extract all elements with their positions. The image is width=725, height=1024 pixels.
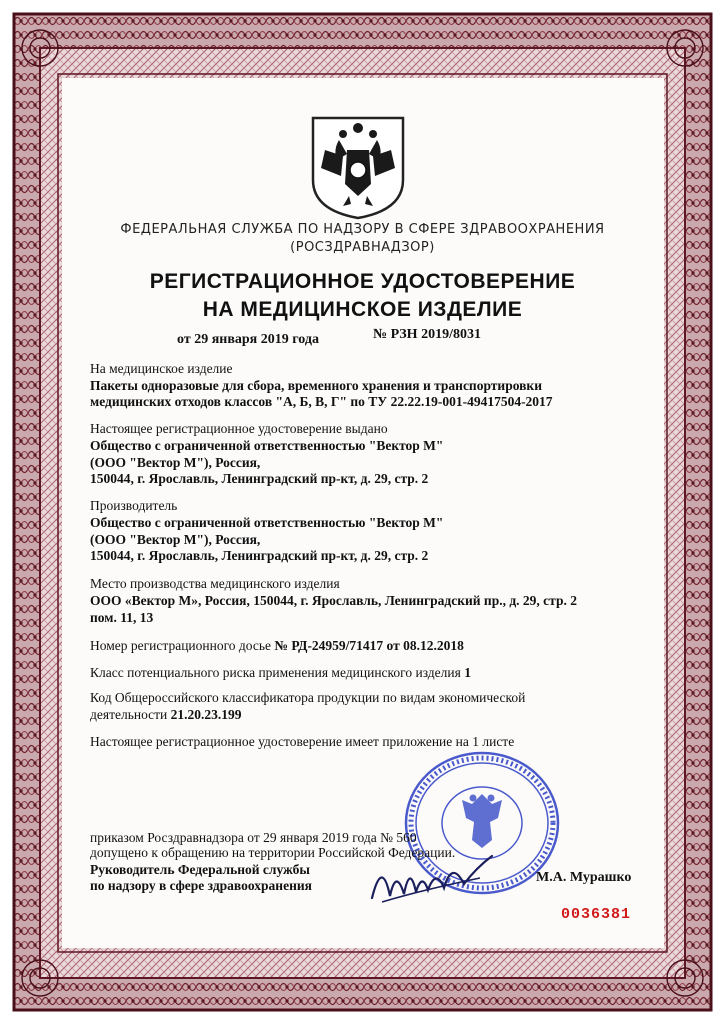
order-line1: приказом Росздравнадзора от 29 января 2019 года № 560 (90, 830, 417, 845)
dossier-label: Номер регистрационного досье (90, 638, 275, 653)
signature-icon (352, 838, 502, 908)
risk-class-line (90, 665, 471, 681)
head-title-line1: Руководитель Федеральной службы (90, 862, 310, 877)
production-place-label: Место производства медицинского изделия (90, 576, 340, 591)
document-subtitle: НА МЕДИЦИНСКОЕ ИЗДЕЛИЕ (202, 298, 523, 321)
device-label: На медицинское изделие (90, 361, 233, 376)
registration-number: № РЗН 2019/8031 (373, 327, 481, 342)
head-title-line2: по надзору в сфере здравоохранения (90, 878, 312, 893)
risk-class-label: Класс потенциального риска применения медицинского изделия (90, 665, 465, 680)
dossier-line (90, 638, 464, 654)
device-name-line1: Пакеты одноразовые для сбора, временного хранения и транспортировки (90, 378, 542, 393)
agency-abbreviation: (РОСЗДРАВНАДЗОР) (290, 240, 435, 255)
okp-label-line1: Код Общероссийского классификатора продукции по видам экономической (90, 690, 526, 705)
order-line2: допущено к обращению на территории Российской Федерации. (90, 845, 456, 860)
manufacturer-line3: 150044, г. Ярославль, Ленинградский пр-кт, д. 29, стр. 2 (90, 548, 429, 563)
issued-to-line1: Общество с ограниченной ответственностью "Вектор М" (90, 438, 444, 453)
manufacturer-line1: Общество с ограниченной ответственностью "Вектор М" (90, 515, 444, 530)
device-name-line2: медицинских отходов классов "А, Б, В, Г" по ТУ 22.22.19-001-49417504-2017 (90, 394, 553, 409)
issue-date: от 29 января 2019 года (177, 332, 319, 347)
manufacturer-label: Производитель (90, 498, 178, 513)
russian-double-headed-eagle-icon (303, 110, 413, 220)
risk-class-value: 1 (464, 665, 471, 680)
dossier-value: № РД-24959/71417 от 08.12.2018 (274, 638, 464, 653)
okp-line2 (90, 707, 242, 723)
manufacturer-line2: (ООО "Вектор М"), Россия, (90, 532, 261, 547)
issued-to-line2: (ООО "Вектор М"), Россия, (90, 455, 261, 470)
production-place-line1: ООО «Вектор М», Россия, 150044, г. Ярославль, Ленинградский пр., д. 29, стр. 2 (90, 593, 577, 608)
issued-to-line3: 150044, г. Ярославль, Ленинградский пр-кт, д. 29, стр. 2 (90, 471, 429, 486)
okp-label-line2: деятельности (90, 707, 171, 722)
serial-number: 0036381 (561, 906, 632, 923)
production-place-line2: пом. 11, 13 (90, 610, 154, 625)
okp-value: 21.20.23.199 (170, 707, 242, 722)
issued-to-label: Настоящее регистрационное удостоверение выдано (90, 421, 388, 436)
document-title: РЕГИСТРАЦИОННОЕ УДОСТОВЕРЕНИЕ (149, 270, 576, 293)
head-name: М.А. Мурашко (536, 870, 632, 885)
appendix-note: Настоящее регистрационное удостоверение имеет приложение на 1 листе (90, 734, 515, 749)
agency-name: ФЕДЕРАЛЬНАЯ СЛУЖБА ПО НАДЗОРУ В СФЕРЕ ЗДРАВООХРАНЕНИЯ (120, 222, 605, 237)
